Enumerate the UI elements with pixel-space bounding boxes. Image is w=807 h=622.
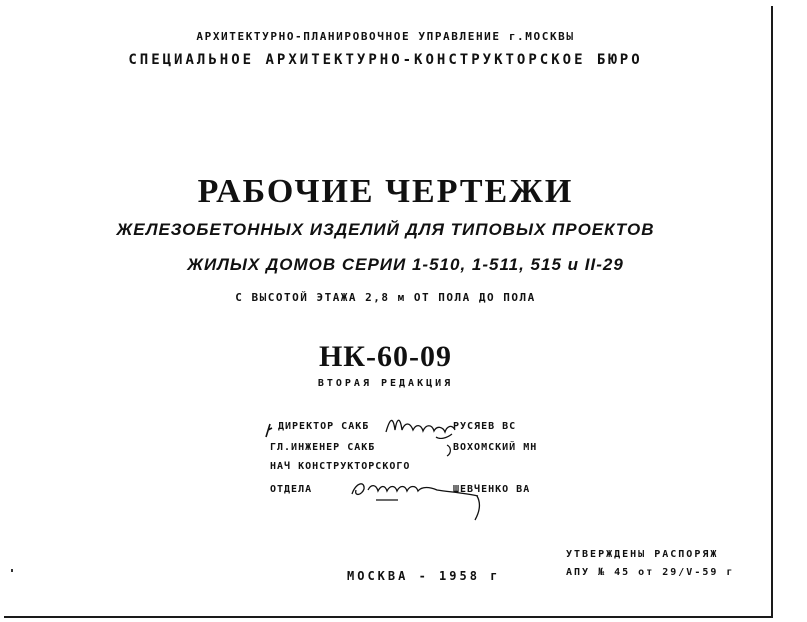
director-signature: [386, 420, 455, 432]
city-year: МОСКВА - 1958 г: [347, 569, 501, 583]
approval-line-1: УТВЕРЖДЕНЫ РАСПОРЯЖ: [566, 549, 719, 560]
director-name: РУСЯЕВ ВС: [453, 421, 517, 432]
chief-engineer-role: ГЛ.ИНЖЕНЕР САКБ: [270, 442, 376, 453]
chief-engineer-signature: [447, 445, 450, 456]
document-subtitle-line-2: ЖИЛЫХ ДОМОВ СЕРИИ 1-510, 1-511, 515 и II-29: [187, 255, 624, 274]
chief-engineer-name: ВОХОМСКИЙ МН: [453, 442, 538, 453]
department-head-role-line-2: ОТДЕЛА: [270, 484, 313, 495]
floor-height-note: С ВЫСОТОЙ ЭТАЖА 2,8 м ОТ ПОЛА ДО ПОЛА: [235, 291, 536, 304]
department-head-signature: [352, 484, 478, 496]
director-role: ДИРЕКТОР САКБ: [278, 421, 370, 432]
organization-line-1: АРХИТЕКТУРНО-ПЛАНИРОВОЧНОЕ УПРАВЛЕНИЕ г.МОСКВЫ: [196, 30, 575, 43]
edition-label: ВТОРАЯ РЕДАКЦИЯ: [317, 378, 454, 389]
document-title: РАБОЧИЕ ЧЕРТЕЖИ: [197, 173, 574, 210]
organization-line-2: СПЕЦИАЛЬНОЕ АРХИТЕКТУРНО-КОНСТРУКТОРСКОЕ БЮРО: [128, 52, 643, 68]
approval-line-2: АПУ № 45 от 29/V-59 г: [566, 567, 735, 578]
tick-mark: [266, 424, 272, 437]
department-head-role-line-1: НАЧ КОНСТРУКТОРСКОГО: [270, 461, 411, 472]
document-subtitle-line-1: ЖЕЛЕЗОБЕТОННЫХ ИЗДЕЛИЙ ДЛЯ ТИПОВЫХ ПРОЕКТОВ: [116, 220, 655, 239]
department-head-name: ШЕВЧЕНКО ВА: [453, 484, 531, 495]
document-code: НК-60-09: [318, 340, 453, 373]
